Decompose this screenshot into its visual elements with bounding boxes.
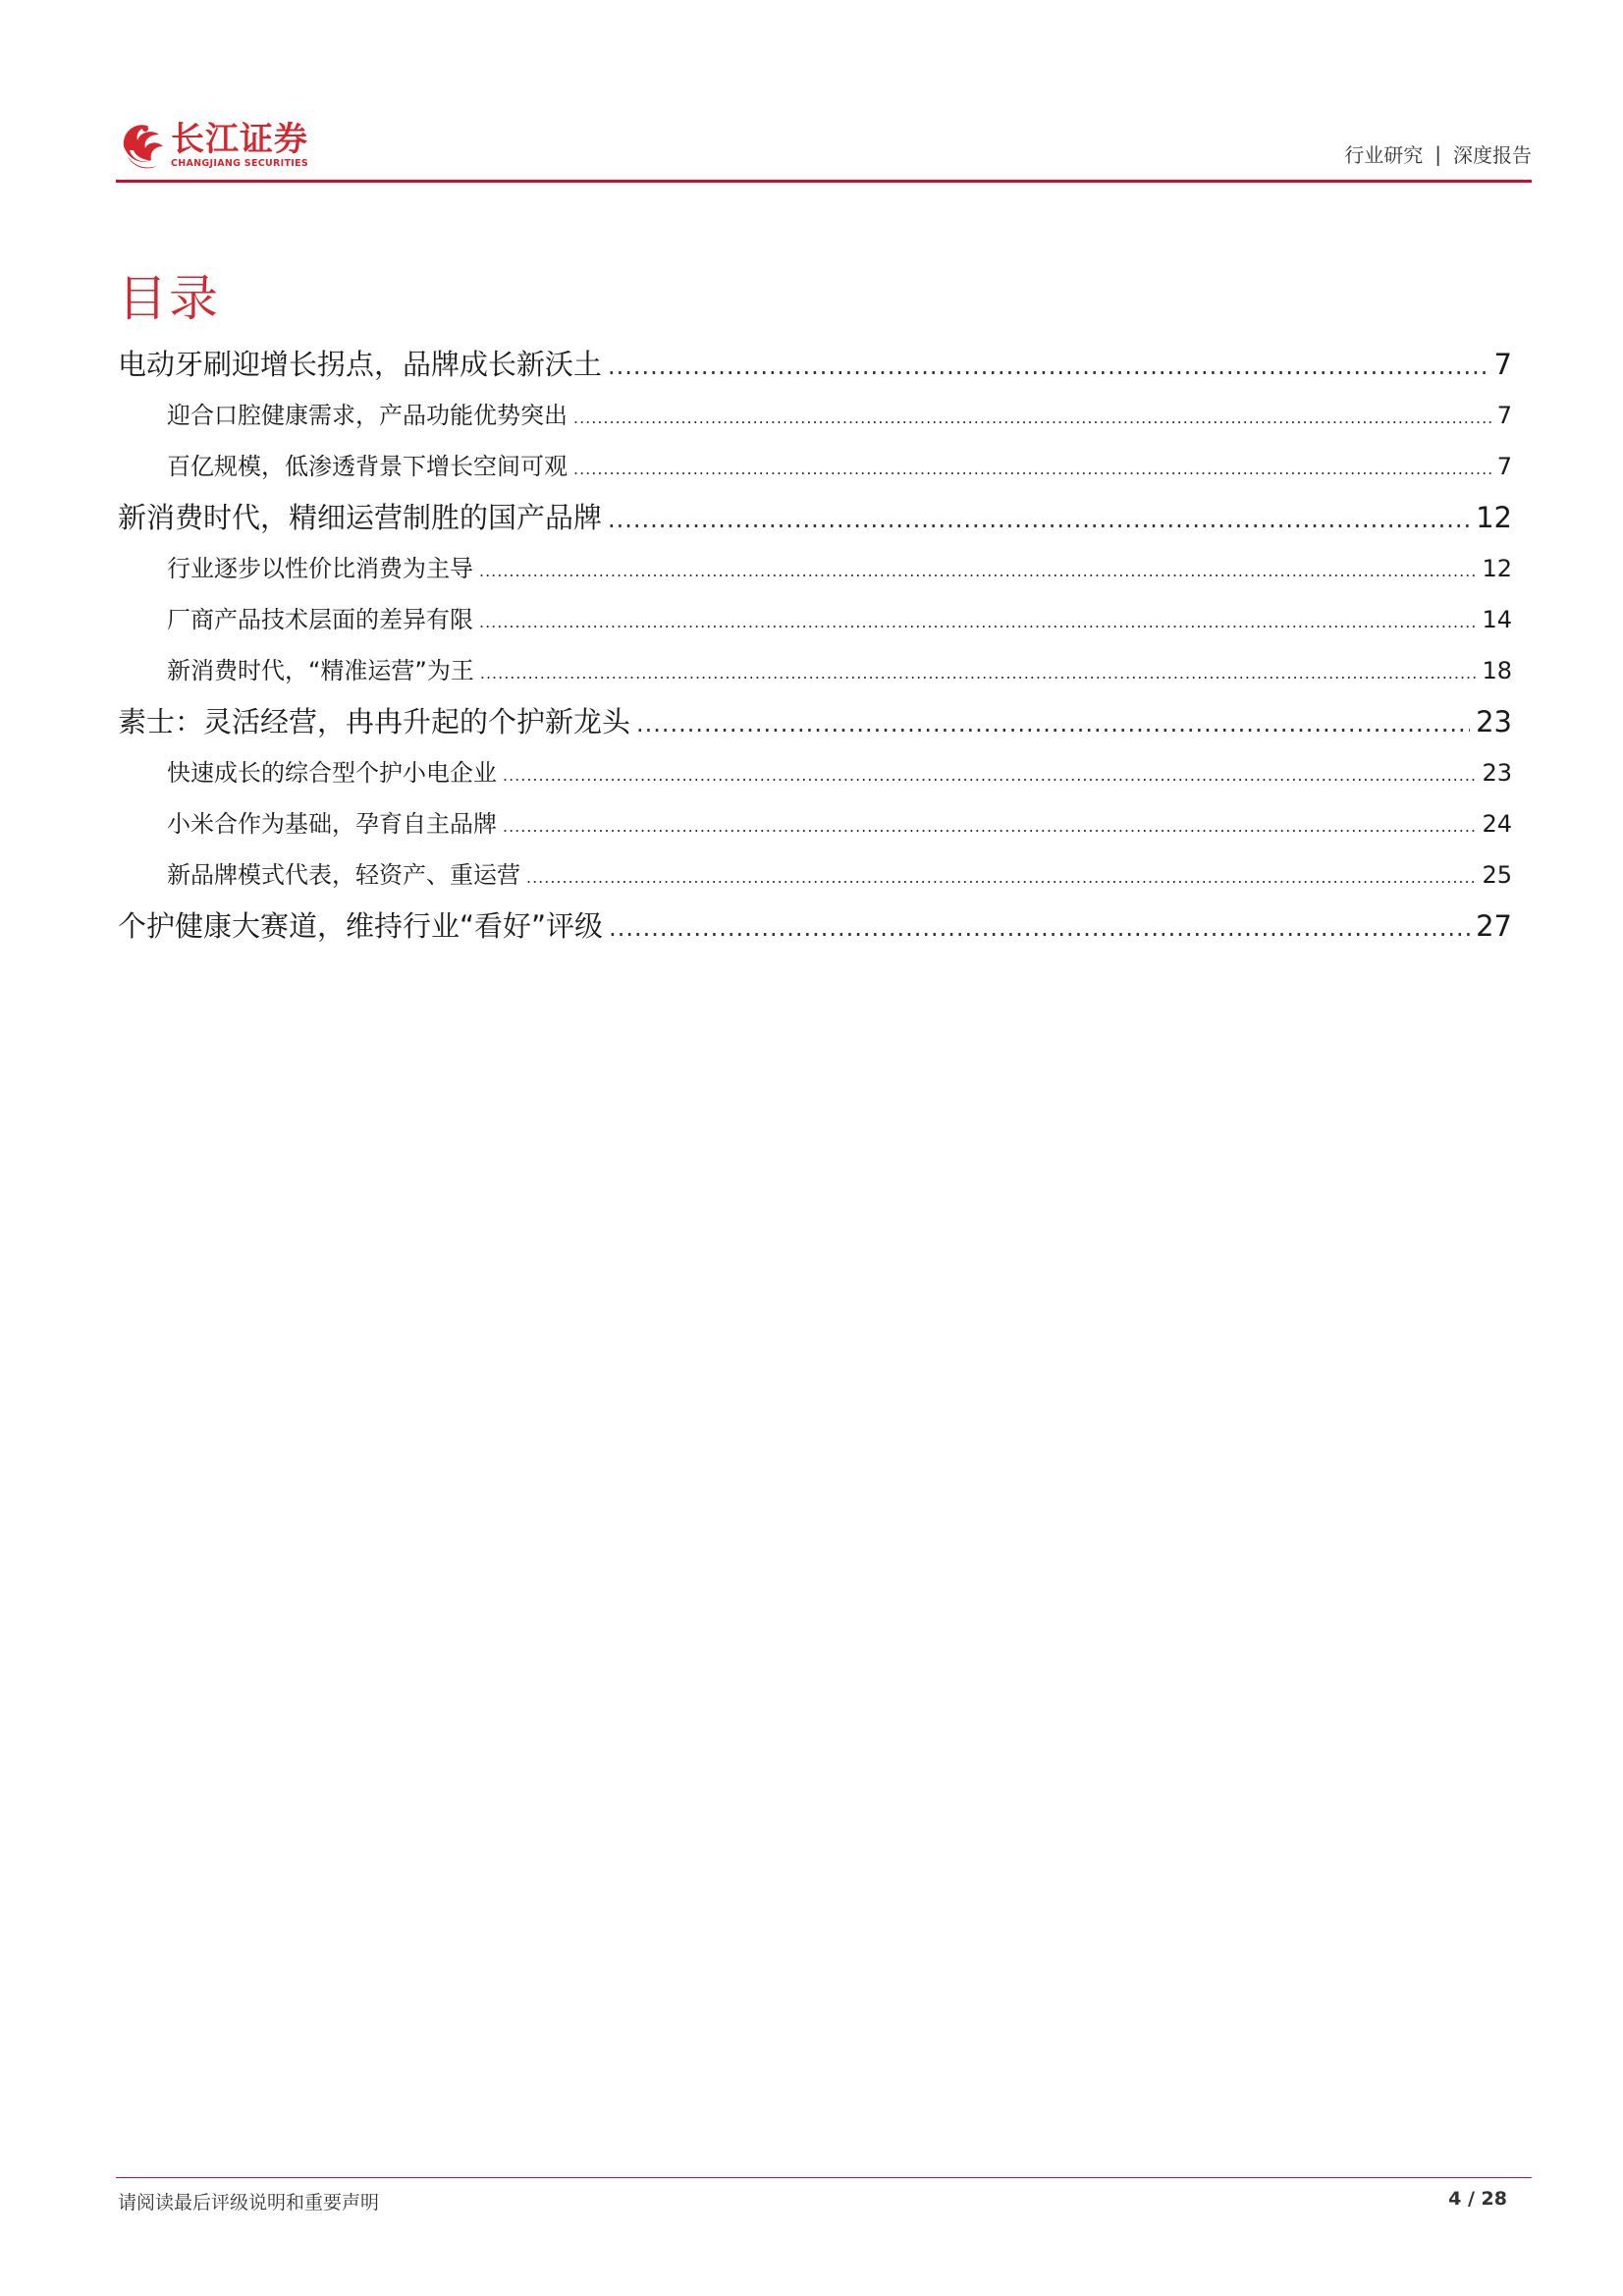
toc-entry-page: 24 [1482, 810, 1512, 838]
toc-entry-label: 百亿规模，低渗透背景下增长空间可观 [167, 453, 568, 480]
header-divider [116, 180, 1532, 183]
toc-entry[interactable] [118, 390, 1512, 441]
toc-entry-page: 23 [1476, 705, 1512, 738]
toc-entry-page: 23 [1482, 759, 1512, 787]
phoenix-logo-icon [116, 117, 167, 174]
toc-entry[interactable] [118, 594, 1512, 645]
toc-entry-page: 7 [1496, 402, 1512, 429]
logo-chinese-name: 长江证券 [171, 120, 308, 159]
toc-entry-label: 快速成长的综合型个护小电企业 [167, 759, 497, 787]
toc-entry-page: 14 [1482, 606, 1512, 633]
toc-dot-leader [526, 852, 1476, 903]
toc-entry[interactable] [118, 492, 1512, 543]
report-type: 深度报告 [1453, 143, 1532, 167]
toc-entry[interactable] [118, 441, 1512, 492]
page-number: 4 / 28 [1448, 2188, 1507, 2210]
toc-dot-leader [479, 597, 1476, 648]
report-classification [1344, 139, 1532, 168]
toc-entry[interactable] [118, 543, 1512, 594]
toc-entry-page: 7 [1493, 348, 1512, 381]
toc-dot-leader [503, 801, 1476, 852]
toc-dot-leader [608, 494, 1470, 545]
table-of-contents [118, 339, 1512, 952]
toc-entry-label: 行业逐步以性价比消费为主导 [167, 555, 473, 582]
toc-entry-page: 27 [1476, 909, 1512, 943]
toc-dot-leader [503, 750, 1476, 801]
page-header [116, 110, 1532, 183]
toc-entry[interactable] [118, 849, 1512, 901]
toc-entry-page: 12 [1482, 555, 1512, 582]
toc-entry-label: 新消费时代，“精准运营”为王 [167, 657, 474, 684]
toc-entry-label: 素士：灵活经营，冉冉升起的个护新龙头 [118, 705, 631, 738]
toc-entry-label: 个护健康大赛道，维持行业“看好”评级 [118, 909, 604, 943]
toc-entry[interactable] [118, 747, 1512, 798]
toc-entry-page: 18 [1482, 657, 1512, 684]
toc-dot-leader [480, 648, 1477, 699]
toc-entry-label: 迎合口腔健康需求，产品功能优势突出 [167, 402, 568, 429]
toc-entry-page: 12 [1476, 501, 1512, 534]
toc-entry[interactable] [118, 645, 1512, 696]
toc-entry-page: 7 [1496, 453, 1512, 480]
toc-dot-leader [573, 444, 1491, 495]
footer-disclaimer: 请阅读最后评级说明和重要声明 [118, 2192, 380, 2214]
footer-divider [116, 2177, 1532, 2178]
toc-entry-label: 小米合作为基础，孕育自主品牌 [167, 810, 497, 838]
toc-dot-leader [608, 341, 1488, 392]
header-separator: | [1434, 141, 1441, 166]
toc-entry-page: 25 [1482, 861, 1512, 889]
toc-dot-leader [609, 902, 1470, 954]
toc-entry[interactable] [118, 696, 1512, 747]
report-category: 行业研究 [1344, 143, 1424, 167]
toc-entry[interactable] [118, 901, 1512, 952]
toc-entry-label: 新消费时代，精细运营制胜的国产品牌 [118, 501, 603, 534]
toc-entry-label: 厂商产品技术层面的差异有限 [167, 606, 473, 633]
toc-dot-leader [573, 393, 1491, 444]
toc-entry-label: 电动牙刷迎增长拐点，品牌成长新沃土 [118, 348, 603, 381]
toc-entry[interactable] [118, 798, 1512, 849]
toc-dot-leader [479, 546, 1476, 597]
toc-entry-label: 新品牌模式代表，轻资产、重运营 [167, 861, 520, 889]
logo-english-name: CHANGJIANG SECURITIES [171, 158, 309, 169]
toc-title: 目录 [118, 270, 220, 327]
toc-dot-leader [636, 698, 1470, 749]
company-logo [116, 116, 308, 175]
toc-entry[interactable] [118, 339, 1512, 390]
